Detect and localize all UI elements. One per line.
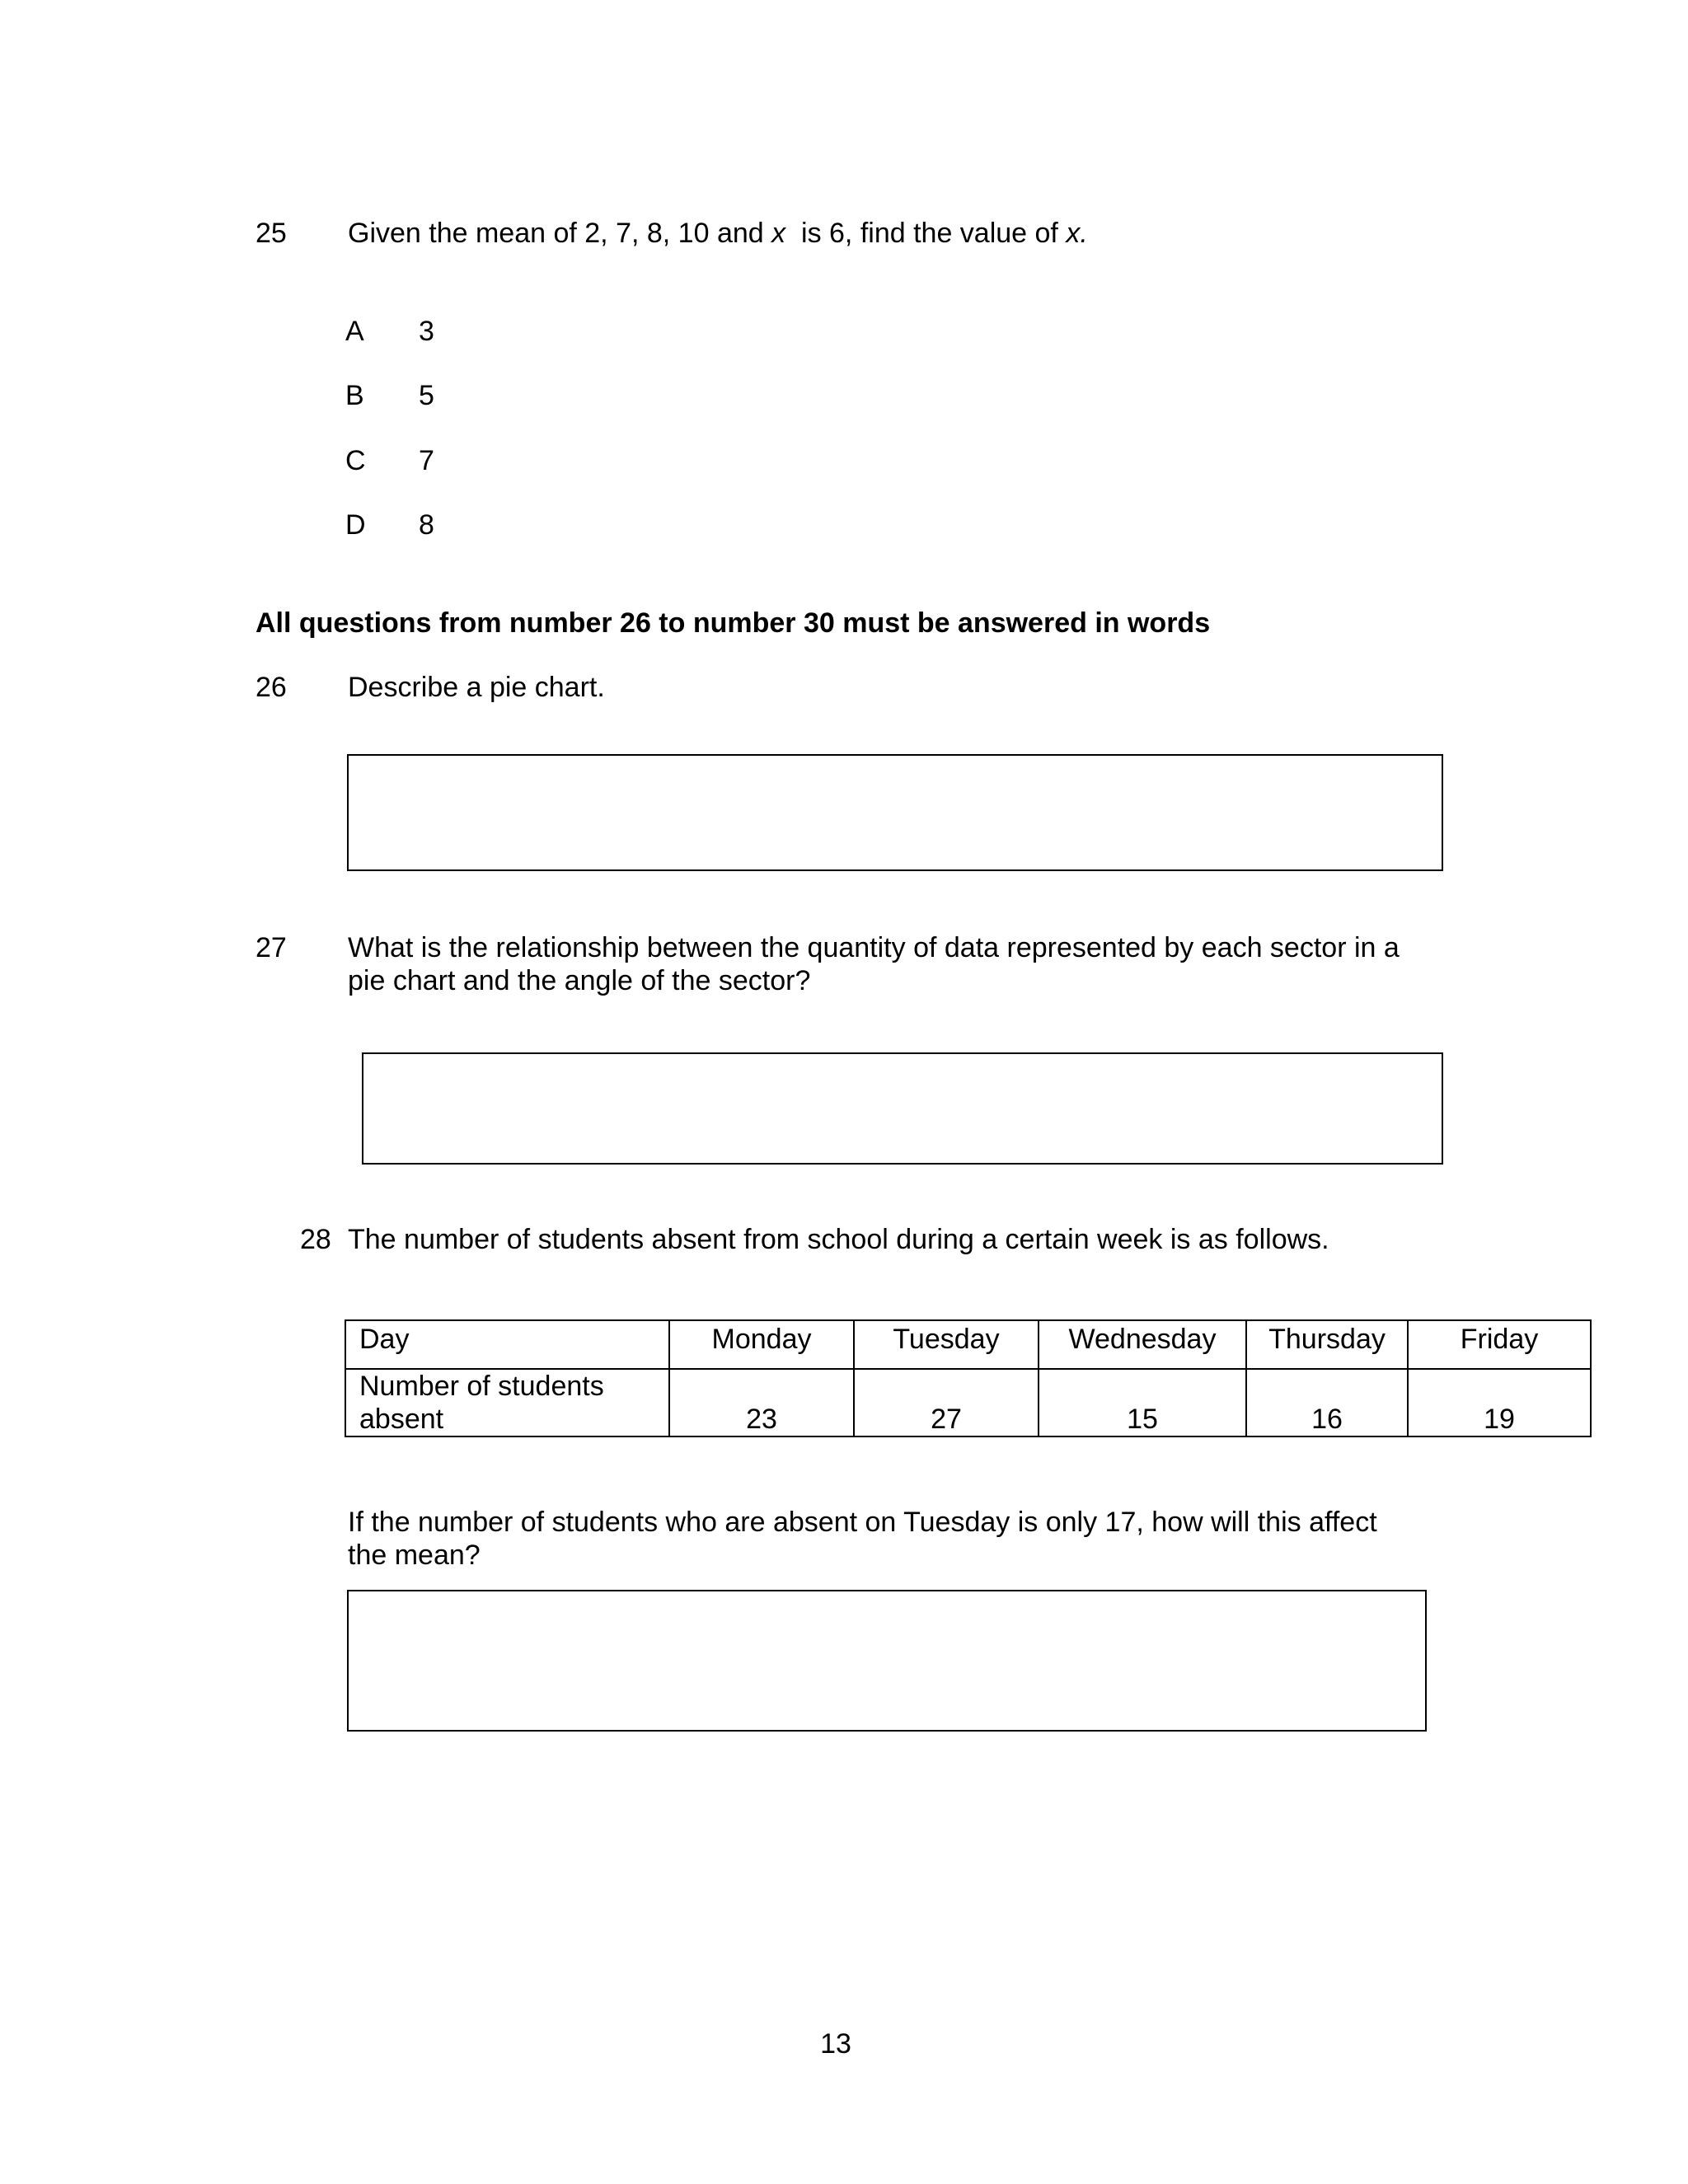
question-27-number: 27 [256, 932, 287, 963]
question-28-followup-line2: the mean? [348, 1540, 481, 1571]
option-a-letter: A [345, 316, 364, 347]
option-a-value: 3 [419, 316, 434, 347]
question-25-text-middle: is 6, find the value of [785, 218, 1067, 249]
absence-table [345, 1319, 1592, 1437]
table-header-day: Day [345, 1320, 669, 1369]
option-b-value: 5 [419, 380, 434, 411]
section-instruction: All questions from number 26 to number 30 must be answered in words [256, 607, 1211, 639]
table-day-friday: Friday [1408, 1320, 1591, 1369]
option-c-value: 7 [419, 445, 434, 476]
question-25-text [348, 217, 1088, 250]
table-value-monday: 23 [669, 1369, 854, 1436]
option-b-letter: B [345, 380, 364, 411]
option-d-letter: D [345, 509, 366, 541]
question-27-text-line2: pie chart and the angle of the sector? [348, 965, 811, 996]
table-row-label [345, 1369, 669, 1436]
question-28-followup-line1: If the number of students who are absent on Tuesday is only 17, how will this affect [348, 1507, 1377, 1538]
table-day-monday: Monday [669, 1320, 854, 1369]
table-day-tuesday: Tuesday [854, 1320, 1039, 1369]
question-28-number: 28 [300, 1224, 331, 1255]
question-25-variable-x-end: x. [1066, 218, 1088, 249]
question-26-text: Describe a pie chart. [348, 672, 605, 703]
question-26-number: 26 [256, 672, 287, 703]
table-header-row [345, 1320, 1591, 1369]
option-d-value: 8 [419, 509, 434, 541]
page-number: 13 [820, 2028, 851, 2060]
question-27-answer-box[interactable] [362, 1052, 1443, 1165]
question-28-text: The number of students absent from school during a certain week is as follows. [348, 1224, 1329, 1255]
question-27-text-line1: What is the relationship between the quantity of data represented by each sector in a [348, 932, 1400, 963]
question-26-answer-box[interactable] [347, 754, 1443, 871]
table-value-tuesday: 27 [854, 1369, 1039, 1436]
table-data-row [345, 1369, 1591, 1436]
table-value-friday: 19 [1408, 1369, 1591, 1436]
question-25-number: 25 [256, 218, 287, 249]
table-day-wednesday: Wednesday [1039, 1320, 1246, 1369]
option-c-letter: C [345, 445, 366, 476]
question-25-variable-x: x [771, 218, 786, 249]
table-value-thursday: 16 [1246, 1369, 1408, 1436]
table-day-thursday: Thursday [1246, 1320, 1408, 1369]
question-28-answer-box[interactable] [347, 1590, 1427, 1732]
question-25-text-before: Given the mean of 2, 7, 8, 10 and [348, 218, 772, 249]
table-row-label-line1: Number of students [359, 1371, 604, 1402]
table-row-label-line2: absent [359, 1404, 444, 1435]
table-value-wednesday: 15 [1039, 1369, 1246, 1436]
